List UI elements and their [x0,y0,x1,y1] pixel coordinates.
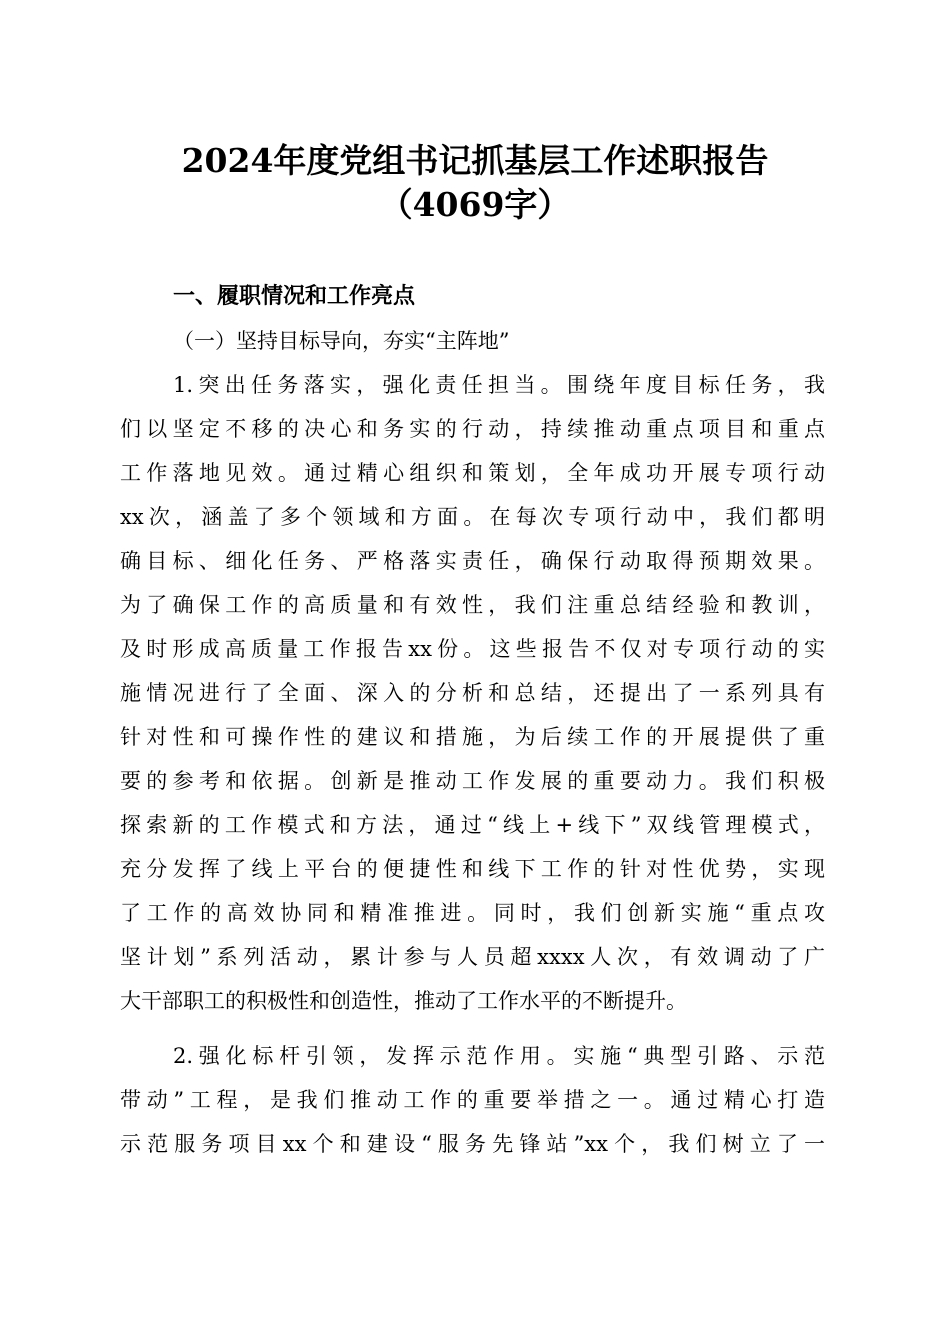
paragraph-line: 们以坚定不移的决心和务实的行动，持续推动重点项目和重点 [120,417,825,441]
paragraph-line: 要的参考和依据。创新是推动工作发展的重要动力。我们积极 [120,769,825,793]
document-word-count: （4069字） [379,185,571,224]
paragraph-line: xx次，涵盖了多个领域和方面。在每次专项行动中，我们都明 [120,505,825,529]
paragraph-line: 工作落地见效。通过精心组织和策划，全年成功开展专项行动 [120,461,825,485]
paragraph-line: 施情况进行了全面、深入的分析和总结，还提出了一系列具有 [120,681,825,705]
paragraph-line: 及时形成高质量工作报告xx份。这些报告不仅对专项行动的实 [120,637,825,661]
paragraph-line: 大干部职工的积极性和创造性，推动了工作水平的不断提升。 [120,989,687,1013]
document-title: 2024年度党组书记抓基层工作述职报告 [181,141,769,180]
paragraph-line: 针对性和可操作性的建议和措施，为后续工作的开展提供了重 [120,725,825,749]
section-heading: 一、履职情况和工作亮点 [173,284,416,309]
paragraph-line: 坚计划”系列活动，累计参与人员超xxxx人次，有效调动了广 [120,945,825,969]
paragraph-line: 带动”工程，是我们推动工作的重要举措之一。通过精心打造 [120,1088,825,1112]
subsection-heading: （一）坚持目标导向，夯实“主阵地” [173,329,510,353]
paragraph-line: 探索新的工作模式和方法，通过“线上+线下”双线管理模式， [120,813,825,837]
paragraph-line: 为了确保工作的高质量和有效性，我们注重总结经验和教训， [120,593,825,617]
paragraph-line: 充分发挥了线上平台的便捷性和线下工作的针对性优势，实现 [120,857,825,881]
paragraph-line: 1.突出任务落实，强化责任担当。围绕年度目标任务，我 [173,373,825,397]
paragraph-line: 示范服务项目xx个和建设“服务先锋站”xx个，我们树立了一 [120,1132,825,1156]
paragraph-line: 确目标、细化任务、严格落实责任，确保行动取得预期效果。 [120,549,825,573]
paragraph-line: 2.强化标杆引领，发挥示范作用。实施“典型引路、示范 [173,1044,825,1068]
paragraph-line: 了工作的高效协同和精准推进。同时，我们创新实施“重点攻 [120,901,825,925]
